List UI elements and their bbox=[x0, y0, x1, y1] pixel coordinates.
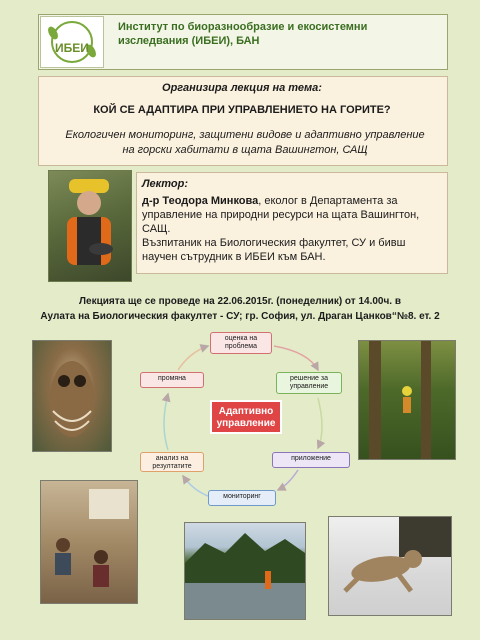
lecture-subtitle: Екологичен мониторинг, защитени видове и адаптивно управление на горски хабитати в щата Вашингтон, САЩ bbox=[65, 129, 425, 156]
topic-intro: Организира лекция на тема: bbox=[162, 82, 322, 94]
event-line-1: Лекцията ще се проведе на 22.06.2015г. (понеделник) от 14.00ч. в bbox=[78, 296, 401, 307]
cycle-step-decision: решение за управление bbox=[276, 372, 342, 394]
speaker-photo bbox=[48, 170, 132, 282]
logo-text: ИБЕИ bbox=[55, 41, 89, 55]
tree-icon bbox=[359, 341, 455, 459]
owl-photo bbox=[32, 340, 112, 452]
cycle-step-change: промяна bbox=[140, 372, 204, 388]
cycle-center: Адаптивно управление bbox=[210, 400, 282, 434]
speaker-bio-1: , еколог в Департамента за управление на природни ресурси на щата Вашингтон, САЩ. bbox=[142, 195, 420, 235]
event-line-2: Аулата на Биологическия факултет - СУ; гр. София, ул. Драган Цанков“№8. ет. 2 bbox=[40, 311, 440, 322]
people-icon bbox=[41, 481, 137, 603]
cycle-step-assess: оценка на проблема bbox=[210, 332, 272, 354]
meeting-photo bbox=[40, 480, 138, 604]
cycle-step-analysis: анализ на резултатите bbox=[140, 452, 204, 472]
cycle-step-monitoring: мониторинг bbox=[208, 490, 276, 506]
speaker-bio bbox=[142, 194, 440, 264]
owl-icon bbox=[33, 341, 111, 451]
river-photo bbox=[184, 522, 306, 620]
lynx-photo bbox=[328, 516, 452, 616]
river-icon bbox=[185, 523, 305, 619]
forest-photo bbox=[358, 340, 456, 460]
institute-logo bbox=[40, 16, 104, 68]
lecture-title: КОЙ СЕ АДАПТИРА ПРИ УПРАВЛЕНИЕТО НА ГОРИТЕ? bbox=[93, 104, 391, 116]
speaker-bio-2: Възпитаник на Биологическия факултет, СУ и бивш научен сътрудник в ИБЕИ към БАН. bbox=[142, 237, 406, 263]
cycle-step-implementation: приложение bbox=[272, 452, 350, 468]
speaker-label: Лектор: bbox=[142, 178, 188, 190]
event-info bbox=[20, 294, 460, 324]
institute-name: Институт по биоразнообразие и екосистемни изследвания (ИБЕИ), БАН bbox=[118, 21, 368, 47]
speaker-name: д-р Теодора Минкова bbox=[142, 195, 259, 207]
lynx-icon bbox=[329, 517, 451, 615]
person-icon bbox=[49, 171, 131, 281]
